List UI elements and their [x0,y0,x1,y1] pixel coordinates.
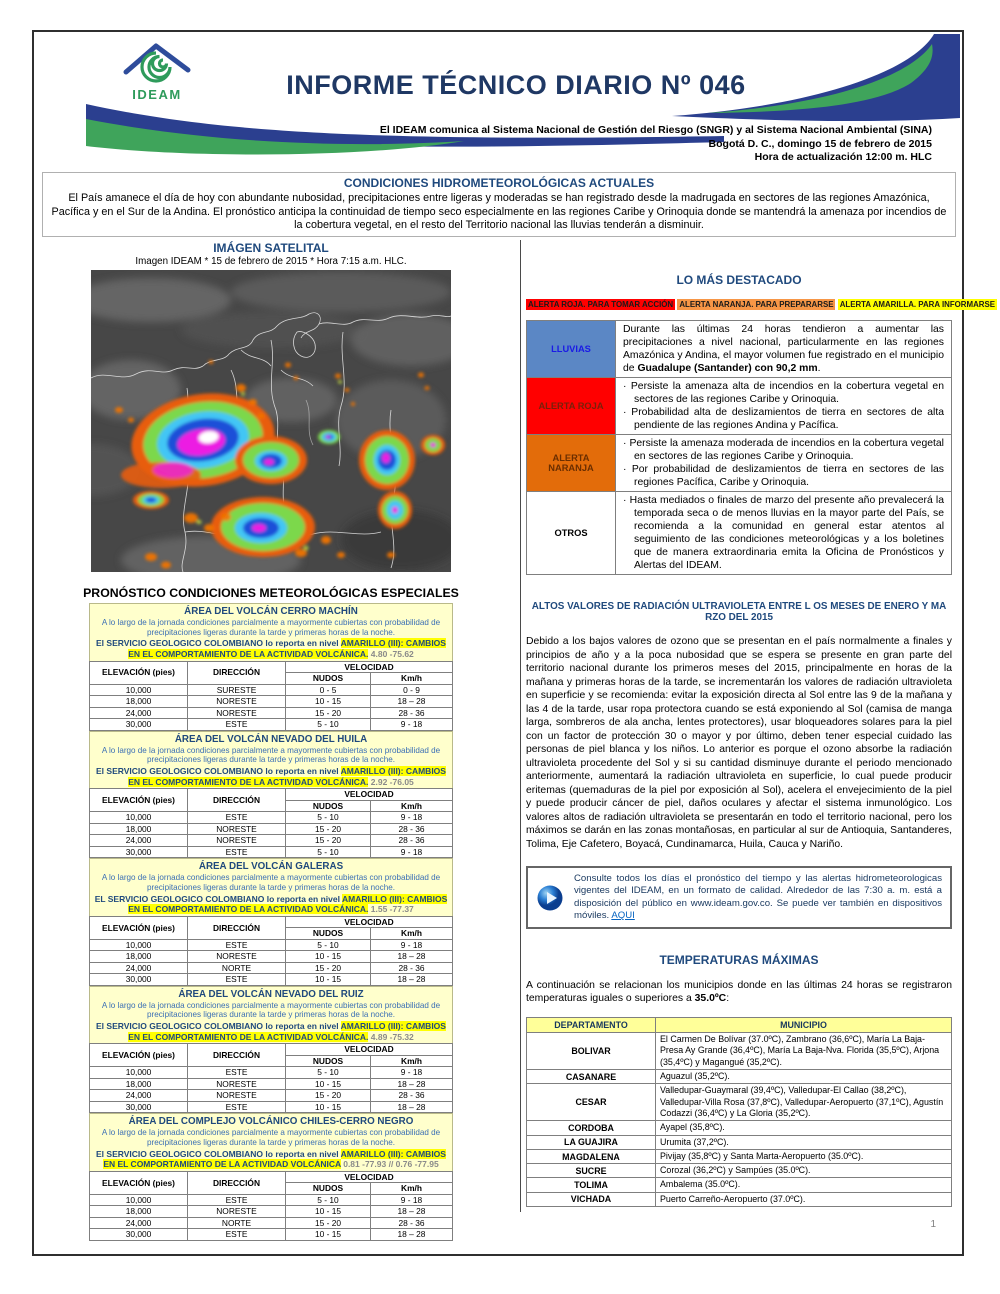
wind-cell: 18 – 28 [371,951,453,963]
logo-roof-icon [126,46,188,72]
alert-level-highlight: AMARILLO (III): CAMBIOS EN EL COMPORTAMIENTO DE LA ACTIVIDAD VOLCÁNICA. [128,766,446,787]
col-kmh: Km/h [371,673,453,685]
wind-cell: NORTE [188,962,286,974]
wind-cell: 24,000 [90,835,188,847]
wind-cell: 10,000 [90,684,188,696]
wind-cell: 28 - 36 [371,962,453,974]
wind-cell: NORESTE [188,823,286,835]
volcano-conditions: A lo largo de la jornada condiciones parcialmente a mayormente cubiertas con probabilidad de precipitaciones ligeras durante la tarde y primeras horas de la noche. [101,1000,441,1020]
wind-row [90,684,453,696]
highlight-paragraph: · Persiste la amenaza moderada de incendios en la cobertura vegetal en sectores de las regiones Caribe y Orinoquia. [623,438,944,462]
temperature-row [527,1070,952,1084]
wind-cell: 15 - 20 [286,823,371,835]
wind-table [89,661,453,731]
wind-cell: 15 - 20 [286,1090,371,1102]
volcano-conditions: A lo largo de la jornada condiciones parcialmente a mayormente cubiertas con probabilidad de precipitaciones ligeras durante la tarde y primeras horas de la noche. [101,1128,441,1148]
highlight-paragraph: Durante las últimas 24 horas tendieron a aumentar las precipitaciones a nivel nacional, particularmente en las regiones Amazónica y Andina, el mayor volumen fue registrado en el municipio de Guadalupe (Santander) con 90,2 mm. [623,324,944,374]
highlights-title: LO MÁS DESTACADO [676,273,802,287]
wind-cell: ESTE [188,1194,286,1206]
municipio-cell: Valledupar-Guaymaral (39,4ºC), Valledupar-El Callao (38,2ºC), Valledupar-Villa Rosa (37,8ºC), Valledupar-Aeropuerto (37,1ºC), Agustín Codazzi (36,4ºC) y La Gloria (35,2ºC). [656,1084,952,1121]
municipio-cell: El Carmen De Bolívar (37.0ºC), Zambrano (36,6ºC), María La Baja-Presa Ay Grande (36,4ºC), María La Baja-Nva. Florida (35,5ºC), Arjona (35,4ºC) y Magangué (35,2ºC). [656,1033,952,1070]
departamento-cell: SUCRE [527,1164,656,1178]
temperature-row [527,1084,952,1121]
wind-cell: ESTE [188,1229,286,1241]
wind-cell: 18 – 28 [371,1229,453,1241]
wind-row [90,823,453,835]
wind-cell: 0 - 5 [286,684,371,696]
highlights-table [526,320,952,575]
wind-row [90,1078,453,1090]
wind-row [90,707,453,719]
wind-cell: 28 - 36 [371,707,453,719]
satellite-section-title: IMÁGEN SATELITAL [213,241,329,255]
wind-row [90,1217,453,1229]
volcano-section [89,603,453,731]
highlight-paragraph: · Hasta mediados o finales de marzo del presente año prevalecerá la temporada seca o de menos lluvias en la mayor parte del País, se recomienda a la comunidad en general estar atentos al seguimiento de las condiciones meteorológicas y a los boletines que de manera extraordinaria emita la Oficina de Pronósticos y Alertas del IDEAM. [623,495,944,571]
temperature-row [527,1135,952,1149]
wind-row [90,939,453,951]
wind-cell: 10 - 15 [286,951,371,963]
wind-cell: 18 – 28 [371,1078,453,1090]
wind-cell: 28 - 36 [371,1090,453,1102]
highlight-text [616,492,952,575]
meta-line-1: El IDEAM comunica al Sistema Nacional de Gestión del Riesgo (SNGR) y al Sistema Nacional Ambiental (SINA) [379,124,932,136]
highlight-paragraph: · Persiste la amenaza alta de incendios en la cobertura vegetal en sectores de las regiones Caribe y Orinoquia. [623,381,944,405]
temperature-row [527,1121,952,1135]
municipio-cell: Urumita (37,2ºC). [656,1135,952,1149]
wind-cell: 9 - 18 [371,939,453,951]
temp-header-departamento: DEPARTAMENTO [527,1018,656,1033]
column-divider [520,240,521,1212]
wind-cell: 24,000 [90,1090,188,1102]
highlight-text [616,378,952,435]
meta-line-2: Bogotá D. C., domingo 15 de febrero de 2015 [708,137,932,150]
highlight-row [527,378,952,435]
wind-cell: 30,000 [90,974,188,986]
highlight-label: LLUVIAS [527,321,616,378]
wind-cell: 10 - 15 [286,1078,371,1090]
left-column [80,237,462,1241]
wind-cell: ESTE [188,1101,286,1113]
wind-cell: 24,000 [90,1217,188,1229]
municipio-cell: Ayapel (35,8ºC). [656,1121,952,1135]
volcano-report: El SERVICIO GEOLOGICO COLOMBIANO lo reporta en nivel AMARILLO (III): CAMBIOS EN EL COMPORTAMIENTO DE LA ACTIVIDAD VOLCÁNICA. 4.80 -75.62 [96,638,446,659]
alert-level-highlight: AMARILLO (III): CAMBIOS EN EL COMPORTAMIENTO DE LA ACTIVIDAD VOLCÁNICA [103,1148,446,1170]
temp-header-municipio: MUNICIPIO [656,1018,952,1033]
wind-row [90,696,453,708]
wind-cell: 15 - 20 [286,962,371,974]
meta-line-3: Hora de actualización 12:00 m. HLC [754,151,932,163]
wind-table [89,1043,453,1113]
volcano-report: El SERVICIO GEOLOGICO COLOMBIANO lo reporta en nivel AMARILLO (III): CAMBIOS EN EL COMPORTAMIENTO DE LA ACTIVIDAD VOLCÁNICA. 2.92 -76.05 [96,766,446,787]
wind-cell: 18,000 [90,1078,188,1090]
wind-cell: NORESTE [188,696,286,708]
municipio-cell: Pivijay (35,8ºC) y Santa Marta-Aeropuerto (35.0ºC). [656,1149,952,1163]
alert-level-highlight: AMARILLO (III): CAMBIOS EN EL COMPORTAMIENTO DE LA ACTIVIDAD VOLCÁNICA. [128,1021,446,1042]
wind-cell: 18 – 28 [371,696,453,708]
volcano-header [89,731,453,789]
wind-table [89,916,453,986]
volcano-section [89,731,453,859]
current-conditions-title: CONDICIONES HIDROMETEOROLÓGICAS ACTUALES [343,176,655,190]
wind-cell: 5 - 10 [286,846,371,858]
departamento-cell: MAGDALENA [527,1149,656,1163]
wind-cell: ESTE [188,719,286,731]
wind-cell: 10 - 15 [286,1101,371,1113]
wind-cell: 30,000 [90,719,188,731]
wind-cell: 18,000 [90,696,188,708]
col-elevation: ELEVACIÓN (pies) [90,661,188,684]
col-direction: DIRECCIÓN [188,661,286,684]
wind-cell: ESTE [188,974,286,986]
wind-cell: 9 - 18 [371,846,453,858]
volcano-coordinates: 1.55 -77.37 [370,904,414,915]
col-direction: DIRECCIÓN [188,1044,286,1067]
col-knots: NUDOS [286,928,371,940]
col-direction: DIRECCIÓN [188,789,286,812]
municipio-cell: Aguazul (35,2ºC). [656,1070,952,1084]
volcano-coordinates: 4.80 -75.62 [370,649,414,659]
departamento-cell: TOLIMA [527,1178,656,1192]
wind-row [90,812,453,824]
wind-cell: NORESTE [188,951,286,963]
wind-cell: 18,000 [90,1206,188,1218]
departamento-cell: CESAR [527,1084,656,1121]
logo-spiral-icon [142,53,170,81]
wind-cell: 10 - 15 [286,1229,371,1241]
wind-cell: 18 – 28 [371,1206,453,1218]
wind-cell: NORESTE [188,1078,286,1090]
municipio-cell: Corozal (36,2ºC) y Sampúes (35.0ºC). [656,1164,952,1178]
highlight-label: ALERTA NARANJA [527,435,616,492]
wind-row [90,846,453,858]
wind-cell: 18,000 [90,823,188,835]
wind-cell: NORESTE [188,707,286,719]
satellite-image [91,270,451,577]
temperature-row [527,1033,952,1070]
volcano-title: ÁREA DEL VOLCÁN NEVADO DEL RUIZ [178,988,364,1000]
volcano-sections [89,603,453,1241]
wind-cell: 5 - 10 [286,939,371,951]
forecast-section-title: PRONÓSTICO CONDICIONES METEOROLÓGICAS ESPECIALES [83,586,459,600]
volcano-coordinates: 0.81 -77.93 // 0.76 -77.95 [343,1159,439,1170]
wind-table [89,788,453,858]
note-body: Consulte todos los días el pronóstico del tiempo y las alertas hidrometeorologicas vigentes del IDEAM, en un formato de calidad. Alrededor de las 7:30 a. m. está a disposición del público en www.ideam.gov.co. Se puede ver también en dispositivos móviles. [574,873,942,921]
col-knots: NUDOS [286,1183,371,1195]
wind-cell: NORESTE [188,1090,286,1102]
wind-row [90,951,453,963]
wind-row [90,835,453,847]
alert-level-highlight: AMARILLO (III): CAMBIOS EN EL COMPORTAMIENTO DE LA ACTIVIDAD VOLCÁNICA. [128,893,448,915]
page-number: 1 [930,1219,936,1230]
volcano-title: ÁREA DEL VOLCÁN CERRO MACHÍN [184,606,358,617]
wind-cell: 18 – 28 [371,974,453,986]
highlight-text [616,435,952,492]
wind-cell: 5 - 10 [286,719,371,731]
volcano-coordinates: 2.92 -76.05 [370,776,414,787]
wind-cell: 10 - 15 [286,696,371,708]
current-conditions-text: El País amanece el día de hoy con abundante nubosidad, precipitaciones entre ligeras y moderadas se han registrado desde la madrugada en sectores de las regiones Amazónica, Pacífica y en el Sur de la Andina. El pronóstico anticipa la continuidad de tiempo seco especialmente en las regiones Caribe y Orinoquia donde se mantendrá la amenaza por incendios de la cobertura vegetal, en el resto del Territorio nacional las lluvias tenderán a disminuir. [51,192,947,232]
uv-section-text: Debido a los bajos valores de ozono que se presentan en el país normalmente a finales y principios de año y a la poca nubosidad que se espera se presente en gran parte del territorio nacional durante los primeros meses del 2015, principalmente en horas de la mañana y primeras horas de la tarde, se incrementarán los valores de radiación ultravioleta en superficie y se recomienda: evitar la exposición directa al Sol entre las 9 de la mañana y las 4 de la tarde, usar ropa protectora cuando se está exponiendo al Sol (camisa de manga larga, sombreros de ala ancha, lentes protectores), usar bloqueadores solares para la piel con un factor de protección 30 o mayor y por último, deben tener especial cuidado las personas de piel blanca y los niños. Lo anterior es porque el ozono absorbe la radiación ultravioleta procedente del Sol y si su cantidad disminuye durante el periodo mencionado anteriormente, aumentará la radiación ultravioleta en superficie, lo cual puede producir eritemas (quemaduras de la piel por exposición al Sol), acelera el envejecimiento de la piel y puede producir cáncer de piel, daños oculares y afectar el sistema inmunológico. Los valores altos de radiación ultravioleta se presentarán en todo el territorio nacional, pero los máximos se darán en las zonas montañosas, en particular al sur de Antioquia, Santanderes, Tolima, Eje Cafetero, Boyacá, Cundinamarca, Huila, Cauca y Nariño. [526,636,952,850]
temperature-row [527,1164,952,1178]
wind-cell: ESTE [188,939,286,951]
report-meta [380,124,932,165]
volcano-conditions: A lo largo de la jornada condiciones parcialmente a mayormente cubiertas con probabilidad de precipitaciones ligeras durante la tarde y primeras horas de la noche. [101,745,441,765]
page-title: INFORME TÉCNICO DIARIO Nº 046 [286,70,746,100]
wind-cell: NORESTE [188,1206,286,1218]
wind-row [90,1194,453,1206]
wind-cell: ESTE [188,1067,286,1079]
wind-cell: NORESTE [188,835,286,847]
departamento-cell: LA GUAJIRA [527,1135,656,1149]
departamento-cell: CASANARE [527,1070,656,1084]
wind-cell: 10 - 15 [286,974,371,986]
temperature-row [527,1149,952,1163]
wind-cell: 18,000 [90,951,188,963]
col-knots: NUDOS [286,1055,371,1067]
highlight-paragraph: · Por probabilidad de deslizamientos de tierra en sectores de las regiones Pacífica, Caribe y Orinoquia. [623,464,944,488]
wind-row [90,962,453,974]
wind-cell: 5 - 10 [286,812,371,824]
municipio-cell: Ambalema (35.0ºC). [656,1178,952,1192]
volcano-section [89,858,453,986]
current-conditions-box [42,172,956,237]
wind-row [90,1090,453,1102]
volcano-section [89,986,453,1114]
municipio-cell: Puerto Carreño-Aeropuerto (37.0ºC). [656,1192,952,1206]
legend-chip: ALERTA NARANJA. PARA PREPARARSE [679,300,834,309]
col-elevation: ELEVACIÓN (pies) [90,789,188,812]
volcano-report: El SERVICIO GEOLOGICO COLOMBIANO lo reporta en nivel AMARILLO (III): CAMBIOS EN EL COMPORTAMIENTO DE LA ACTIVIDAD VOLCÁNICA. 4.89 -75.32 [96,1021,446,1042]
col-speed: VELOCIDAD [286,1171,453,1183]
col-knots: NUDOS [286,800,371,812]
col-speed: VELOCIDAD [286,789,453,801]
highlight-label: ALERTA ROJA [527,378,616,435]
wind-cell: 15 - 20 [286,835,371,847]
volcano-conditions: A lo largo de la jornada condiciones parcialmente a mayormente cubiertas con probabilidad de precipitaciones ligeras durante la tarde y primeras horas de la noche. [101,873,441,892]
wind-cell: ESTE [188,812,286,824]
wind-cell: NORTE [188,1217,286,1229]
volcano-header [89,986,453,1044]
aqui-link[interactable]: AQUI [611,909,635,921]
wind-cell: 9 - 18 [371,1067,453,1079]
temperature-row [527,1178,952,1192]
temperatures-title: TEMPERATURAS MÁXIMAS [659,953,819,968]
wind-cell: 0 - 9 [371,684,453,696]
note-text [574,873,942,922]
volcano-coordinates: 4.89 -75.32 [370,1031,414,1042]
logo-wordmark: IDEAM [132,87,182,102]
wind-cell: 5 - 10 [286,1067,371,1079]
volcano-title: ÁREA DEL VOLCÁN GALERAS [198,861,344,873]
satellite-caption: Imagen IDEAM * 15 de febrero de 2015 * Hora 7:15 a.m. HLC. [135,256,407,267]
volcano-header [89,1113,453,1171]
departamento-cell: CORDOBA [527,1121,656,1135]
wind-cell: SURESTE [188,684,286,696]
col-speed: VELOCIDAD [286,661,453,673]
alert-level-highlight: AMARILLO (III): CAMBIOS EN EL COMPORTAMIENTO DE LA ACTIVIDAD VOLCÁNICA. [128,638,446,659]
col-kmh: Km/h [371,800,453,812]
volcano-report: El SERVICIO GEOLOGICO COLOMBIANO lo reporta en nivel AMARILLO (III): CAMBIOS EN EL COMPORTAMIENTO DE LA ACTIVIDAD VOLCÁNICA 0.81 -77.93 // 0.76 -77.95 [96,1148,446,1170]
col-direction: DIRECCIÓN [188,1171,286,1194]
forecast-video-note [526,866,952,929]
play-icon [536,884,564,912]
col-kmh: Km/h [371,928,453,940]
volcano-header [89,858,453,916]
wind-cell: 9 - 18 [371,1194,453,1206]
volcano-section [89,1113,453,1241]
departamento-cell: BOLIVAR [527,1033,656,1070]
wind-cell: 24,000 [90,962,188,974]
col-kmh: Km/h [371,1183,453,1195]
departamento-cell: VICHADA [527,1192,656,1206]
highlight-text [616,321,952,378]
wind-cell: 5 - 10 [286,1194,371,1206]
col-elevation: ELEVACIÓN (pies) [90,916,188,939]
wind-cell: ESTE [188,846,286,858]
wind-table [89,1171,453,1241]
col-kmh: Km/h [371,1055,453,1067]
volcano-conditions: A lo largo de la jornada condiciones parcialmente a mayormente cubiertas con probabilidad de precipitaciones ligeras durante la tarde y primeras horas de la noche. [101,618,441,637]
highlight-row [527,435,952,492]
wind-cell: 15 - 20 [286,1217,371,1229]
volcano-report: EL SERVICIO GEOLOGICO COLOMBIANO lo reporta en nivel AMARILLO (III): CAMBIOS EN EL COMPORTAMIENTO DE LA ACTIVIDAD VOLCÁNICA. 1.55 -77.37 [94,893,448,915]
highlight-row [527,492,952,575]
wind-cell: 10,000 [90,1067,188,1079]
wind-cell: 10 - 15 [286,1206,371,1218]
wind-cell: 24,000 [90,707,188,719]
ideam-logo [116,40,208,104]
wind-cell: 10,000 [90,939,188,951]
col-speed: VELOCIDAD [286,916,453,928]
uv-section-title: ALTOS VALORES DE RADIACIÓN ULTRAVIOLETA ENTRE L OS MESES DE ENERO Y MA RZO DEL 2015 [531,601,947,623]
right-column [526,237,996,1207]
highlight-row [527,321,952,378]
wind-cell: 10,000 [90,1194,188,1206]
wind-cell: 10,000 [90,812,188,824]
wind-cell: 28 - 36 [371,1217,453,1229]
wind-row [90,719,453,731]
wind-row [90,1067,453,1079]
temperature-row [527,1192,952,1206]
col-direction: DIRECCIÓN [188,916,286,939]
wind-cell: 18 – 28 [371,1101,453,1113]
wind-row [90,1206,453,1218]
volcano-title: ÁREA DEL COMPLEJO VOLCÁNICO CHILES-CERRO NEGRO [128,1116,414,1128]
wind-cell: 30,000 [90,1101,188,1113]
wind-row [90,1101,453,1113]
wind-row [90,1229,453,1241]
volcano-header [89,603,453,661]
col-speed: VELOCIDAD [286,1044,453,1056]
wind-cell: 9 - 18 [371,719,453,731]
wind-cell: 28 - 36 [371,835,453,847]
wind-cell: 30,000 [90,1229,188,1241]
temperatures-intro: A continuación se relacionan los municipios donde en las últimas 24 horas se registraron temperaturas iguales o superiores a 35.0ºC: [526,980,952,1005]
legend-chip: ALERTA ROJA. PARA TOMAR ACCIÓN [528,300,674,309]
wind-cell: 9 - 18 [371,812,453,824]
col-elevation: ELEVACIÓN (pies) [90,1044,188,1067]
alert-legend [526,300,996,309]
wind-cell: 30,000 [90,846,188,858]
volcano-title: ÁREA DEL VOLCÁN NEVADO DEL HUILA [174,733,368,745]
temperatures-table [526,1017,952,1207]
legend-chip: ALERTA AMARILLA. PARA INFORMARSE [839,300,996,309]
col-elevation: ELEVACIÓN (pies) [90,1171,188,1194]
wind-row [90,974,453,986]
wind-cell: 28 - 36 [371,823,453,835]
highlight-paragraph: · Probabilidad alta de deslizamientos de tierra en sectores de alta pendiente de las regiones Andina y Pacífica. [623,407,944,431]
col-knots: NUDOS [286,673,371,685]
report-page [32,30,996,1256]
highlight-label: OTROS [527,492,616,575]
wind-cell: 15 - 20 [286,707,371,719]
